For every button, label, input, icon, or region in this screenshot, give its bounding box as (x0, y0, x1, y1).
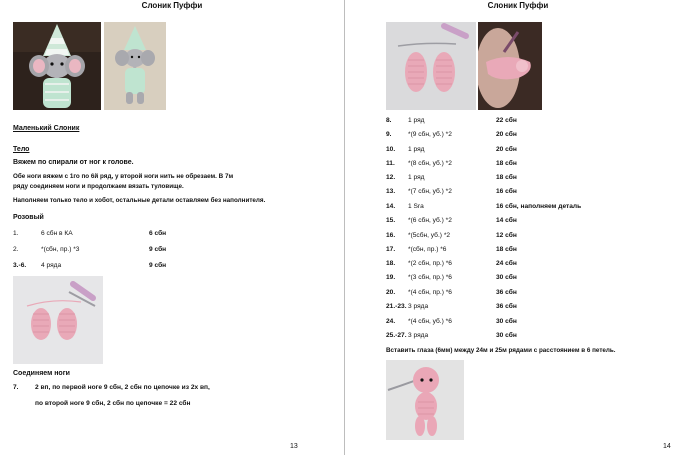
row-instruction: 3 ряда (408, 303, 429, 310)
row-number: 8. (386, 117, 392, 124)
row-count: 6 сбн (149, 230, 167, 237)
row-instruction: *(3 сбн, пр.) *6 (408, 274, 452, 281)
row-count: 20 сбн (496, 131, 517, 138)
elephant-photo-1 (13, 22, 101, 110)
row-number: 19. (386, 274, 396, 281)
row-count: 18 сбн (496, 174, 517, 181)
row-number: 2. (13, 246, 19, 253)
row-number: 11. (386, 160, 395, 167)
row-instruction: 1 ряд (408, 174, 425, 181)
page-divider (344, 0, 345, 455)
row-instruction: *(8 сбн, уб.) *2 (408, 160, 452, 167)
page-number: 14 (663, 443, 671, 450)
row-instruction: *(сбн, пр.) *3 (41, 246, 80, 253)
row-count: 36 сбн (496, 289, 517, 296)
row-number: 17. (386, 246, 396, 253)
row-instruction: *(сбн, пр.) *6 (408, 246, 447, 253)
crochet-legs-photo (13, 276, 103, 364)
row-instruction: *(4 сбн, пр.) *6 (408, 289, 452, 296)
page-number: 13 (290, 443, 298, 450)
row-number: 12. (386, 174, 396, 181)
row-instruction: 1 ряд (408, 117, 425, 124)
right-page (346, 0, 690, 455)
row-instruction: *(5сбн, уб.) *2 (408, 232, 451, 239)
crochet-joined-photo (478, 22, 542, 110)
color-label: Розовый (13, 214, 44, 221)
elephant-photo-2 (104, 22, 166, 110)
page-title: Слоник Пуффи (487, 1, 549, 10)
row-instruction: 2 вп, по первой ноге 9 сбн, 2 сбн по цепочке из 2х вп, (35, 384, 210, 391)
intro-text: Вяжем по спирали от ног к голове. (13, 159, 134, 166)
row-instruction: 4 ряда (41, 262, 62, 269)
row-count: 30 сбн (496, 274, 517, 281)
row-number: 14. (386, 203, 396, 210)
page-title: Слоник Пуффи (141, 1, 203, 10)
row-number: 25.-27. (386, 332, 407, 339)
row-number: 1. (13, 230, 19, 237)
row-instruction: 1 Sra (408, 203, 424, 210)
row-count: 9 сбн (149, 262, 167, 269)
row-count: 16 сбн (496, 188, 517, 195)
note-line-2: ряду соединяем ноги и продолжаем вязать туловище. (13, 183, 184, 190)
row-instruction: *(7 сбн, уб.) *2 (408, 188, 452, 195)
note-line-3: Наполняем только тело и хобот, остальные детали оставляем без наполнителя. (13, 197, 266, 204)
crochet-legs-hook-photo (386, 22, 476, 110)
row-number: 15. (386, 217, 396, 224)
section-heading: Маленький Слоник (13, 125, 80, 132)
row-number: 24. (386, 318, 396, 325)
row-count: 14 сбн (496, 217, 517, 224)
eyes-note: Вставить глаза (6мм) между 24м и 25м рядами с расстоянием в 6 петель. (386, 347, 616, 354)
row-instruction: *(6 сбн, уб.) *2 (408, 217, 452, 224)
row-number: 20. (386, 289, 396, 296)
row-7-continuation: по второй ноге 9 сбн, 2 сбн по цепочке = 22 сбн (35, 400, 191, 407)
row-count: 20 сбн (496, 146, 517, 153)
row-count: 22 сбн (496, 117, 517, 124)
row-count: 30 сбн (496, 332, 517, 339)
row-number: 9. (386, 131, 392, 138)
left-page (0, 0, 344, 455)
subsection-heading: Тело (13, 146, 30, 153)
row-count: 16 сбн, наполняем деталь (496, 203, 582, 210)
row-count: 36 сбн (496, 303, 517, 310)
row-number: 10. (386, 146, 396, 153)
row-instruction: 6 сбн в КА (41, 230, 73, 237)
row-instruction: *(9 сбн, уб.) *2 (408, 131, 452, 138)
row-count: 30 сбн (496, 318, 517, 325)
row-count: 12 сбн (496, 232, 517, 239)
row-number: 3.-6. (13, 262, 27, 269)
row-number: 18. (386, 260, 396, 267)
row-instruction: *(4 сбн, уб.) *6 (408, 318, 452, 325)
row-instruction: *(2 сбн, пр.) *6 (408, 260, 452, 267)
row-number: 13. (386, 188, 396, 195)
row-number: 7. (13, 384, 19, 391)
row-count: 18 сбн (496, 246, 517, 253)
row-instruction: 1 ряд (408, 146, 425, 153)
row-count: 9 сбн (149, 246, 167, 253)
row-number: 21.-23. (386, 303, 407, 310)
crochet-body-photo (386, 360, 464, 440)
join-legs-label: Соединяем ноги (13, 370, 70, 377)
row-count: 24 сбн (496, 260, 517, 267)
row-count: 18 сбн (496, 160, 517, 167)
note-line-1: Обе ноги вяжем с 1го по 6й ряд, у второй ноги нить не обрезаем. В 7м (13, 173, 234, 180)
row-instruction: 3 ряда (408, 332, 429, 339)
row-number: 16. (386, 232, 396, 239)
